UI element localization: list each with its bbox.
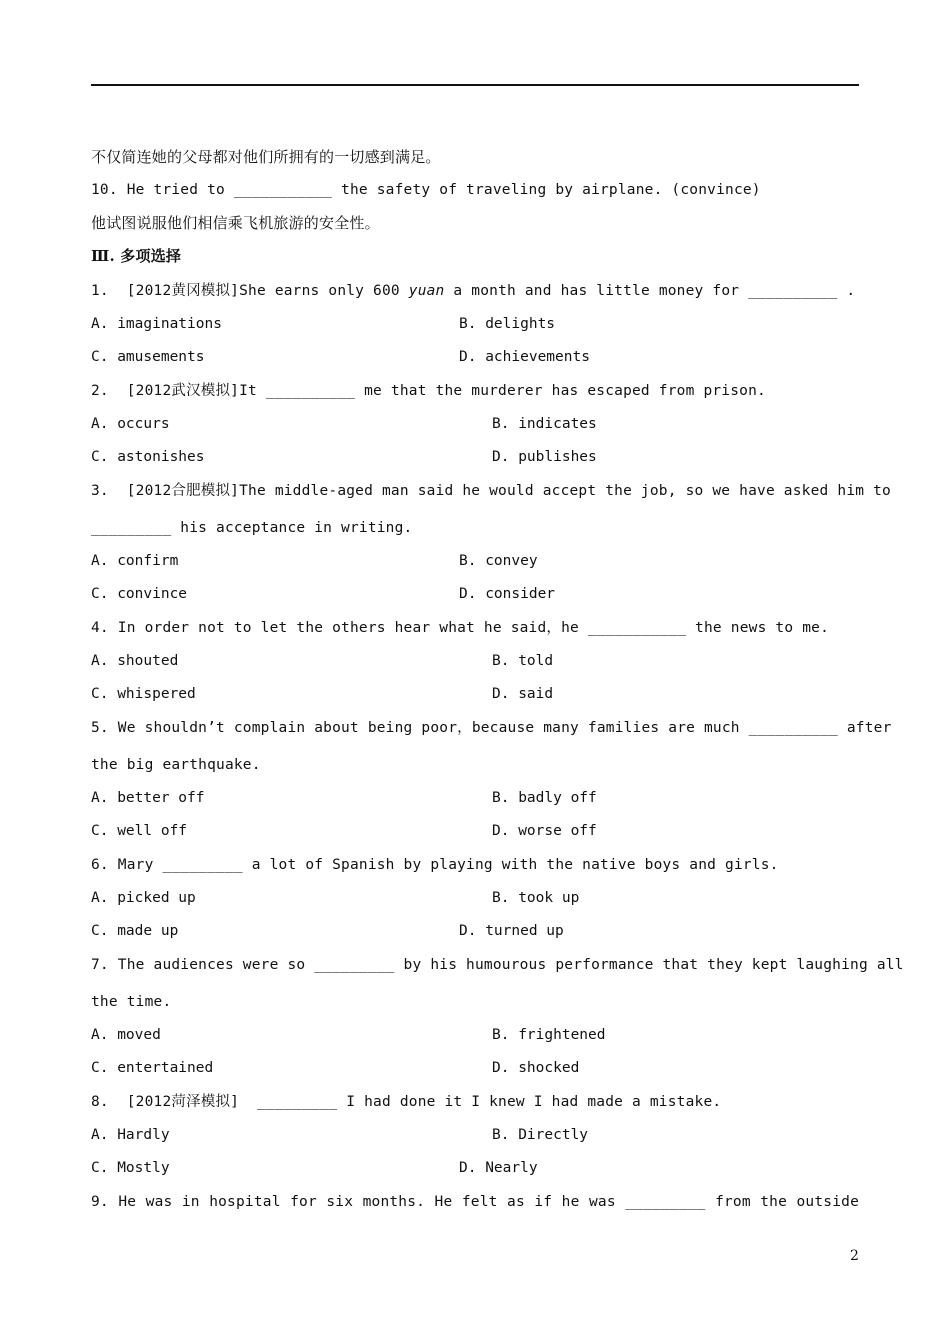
question-stem: 6. Mary _________ a lot of Spanish by playing with the native boys and girls. [91, 857, 779, 873]
option-a: A. picked up [91, 890, 196, 906]
option-a: A. Hardly [91, 1127, 170, 1143]
option-a: A. shouted [91, 653, 179, 669]
option-d: D. Nearly [459, 1160, 538, 1176]
question-stem-continuation: the time. [91, 994, 172, 1010]
option-d: D. publishes [492, 449, 597, 465]
option-a: A. better off [91, 790, 205, 806]
page-number: 2 [850, 1248, 859, 1264]
option-b: B. badly off [492, 790, 597, 806]
option-a: A. imaginations [91, 316, 222, 332]
option-b: B. Directly [492, 1127, 589, 1143]
option-d: D. achievements [459, 349, 590, 365]
option-b: B. convey [459, 553, 538, 569]
option-d: D. turned up [459, 923, 564, 939]
option-a: A. confirm [91, 553, 179, 569]
option-c: C. amusements [91, 349, 205, 365]
question-stem: 9. He was in hospital for six months. He felt as if he was _________ from the outside [91, 1194, 859, 1210]
option-b: B. took up [492, 890, 580, 906]
option-c: C. well off [91, 823, 188, 839]
question-stem: 4. In order not to let the others hear what he said，he ___________ the news to me. [91, 620, 830, 636]
option-c: C. made up [91, 923, 179, 939]
option-d: D. shocked [492, 1060, 580, 1076]
option-a: A. moved [91, 1027, 161, 1043]
question-10: 10. He tried to ___________ the safety of traveling by airplane. (convince) [91, 182, 761, 198]
section-title: Ⅲ. 多项选择 [91, 247, 182, 265]
question-stem: 2. [2012武汉模拟]It __________ me that the murderer has escaped from prison. [91, 383, 766, 399]
option-c: C. convince [91, 586, 188, 602]
option-b: B. frightened [492, 1027, 606, 1043]
option-a: A. occurs [91, 416, 170, 432]
question-stem: 1. [2012黄冈模拟]She earns only 600 yuan a month and has little money for __________ . [91, 283, 856, 299]
question-stem: 5. We shouldn’t complain about being poor，because many families are much __________ after [91, 720, 892, 736]
question-stem-continuation: _________ his acceptance in writing. [91, 520, 413, 536]
translation-sentence: 不仅简连她的父母都对他们所拥有的一切感到满足。 [91, 148, 441, 166]
translation-sentence: 他试图说服他们相信乘飞机旅游的安全性。 [91, 214, 380, 232]
option-d: D. consider [459, 586, 556, 602]
option-c: C. whispered [91, 686, 196, 702]
option-d: D. said [492, 686, 554, 702]
option-b: B. indicates [492, 416, 597, 432]
question-stem: 7. The audiences were so _________ by his humourous performance that they kept laughing all [91, 957, 904, 973]
option-b: B. told [492, 653, 554, 669]
option-c: C. entertained [91, 1060, 214, 1076]
option-c: C. astonishes [91, 449, 205, 465]
header-rule [91, 84, 859, 86]
question-stem-continuation: the big earthquake. [91, 757, 261, 773]
option-c: C. Mostly [91, 1160, 170, 1176]
option-d: D. worse off [492, 823, 597, 839]
question-stem: 3. [2012合肥模拟]The middle-aged man said he would accept the job, so we have asked him to [91, 483, 891, 499]
question-stem: 8. [2012菏泽模拟] _________ I had done it I knew I had made a mistake. [91, 1094, 722, 1110]
option-b: B. delights [459, 316, 556, 332]
